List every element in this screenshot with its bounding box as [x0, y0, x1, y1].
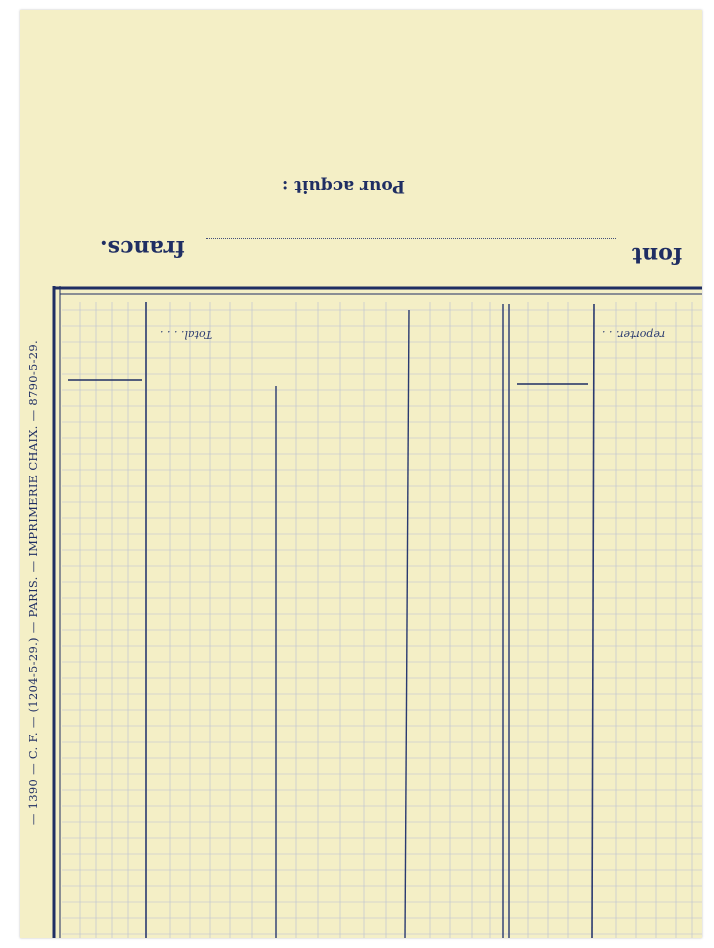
printer-imprint: — 1390 — C. F. — (1204-5-29.) — PARIS. — IMPRIMERIE CHAIX. — 8790-5-29. [26, 340, 40, 826]
total-label: Total. . . . [160, 328, 213, 341]
header-francs: francs. [100, 235, 185, 261]
header-fout: font [632, 242, 683, 268]
pour-acquit-label: Pour acquit : [282, 176, 406, 196]
ledger-grid [20, 10, 702, 938]
reporter-label: reporter. . . [602, 328, 666, 341]
paper-sheet [20, 10, 702, 938]
